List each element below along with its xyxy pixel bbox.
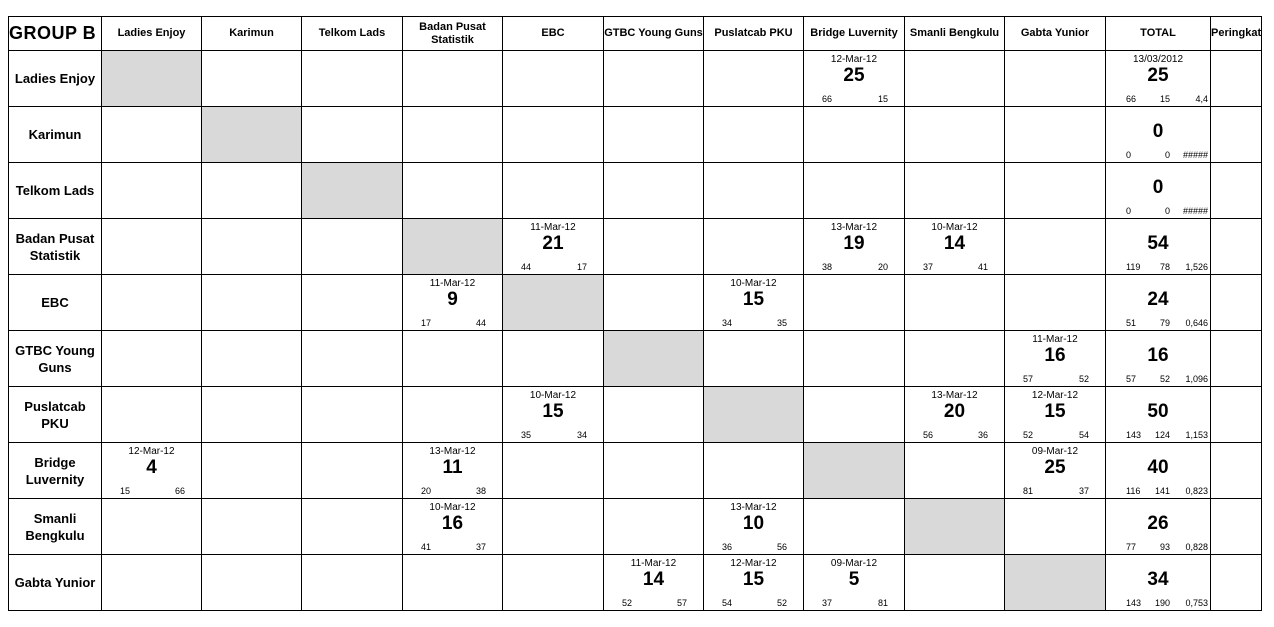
match-points-against: 66	[174, 486, 185, 496]
match-cell	[905, 51, 1005, 107]
match-cell	[202, 443, 302, 499]
match-score: 25	[1044, 457, 1066, 478]
match-cell	[604, 163, 704, 219]
diagonal-cell	[503, 275, 604, 331]
total-score: 25	[1147, 65, 1169, 86]
column-header: Ladies Enjoy	[102, 17, 202, 51]
match-cell	[403, 275, 503, 331]
match-cell	[102, 499, 202, 555]
row-team-name: GTBC Young Guns	[9, 331, 102, 387]
match-points-for: 37	[822, 598, 833, 608]
match-cell	[302, 387, 403, 443]
match-cell	[403, 555, 503, 611]
total-score: 50	[1147, 401, 1169, 422]
match-cell	[102, 443, 202, 499]
total-points-against: 15	[1159, 94, 1170, 104]
row-team-name: Smanli Bengkulu	[9, 499, 102, 555]
match-cell	[804, 499, 905, 555]
match-points-against: 17	[576, 262, 587, 272]
match-cell	[905, 443, 1005, 499]
group-label: GROUP B	[9, 17, 102, 51]
total-points-against: 0	[1164, 206, 1170, 216]
row-team-name: Bridge Luvernity	[9, 443, 102, 499]
diagonal-cell	[302, 163, 403, 219]
match-points-against: 37	[475, 542, 486, 552]
rank-cell	[1211, 443, 1262, 499]
total-cell	[1106, 275, 1211, 331]
match-cell	[604, 499, 704, 555]
total-cell	[1106, 499, 1211, 555]
match-date: 13-Mar-12	[429, 446, 476, 457]
column-header: EBC	[503, 17, 604, 51]
total-ratio: 0,646	[1185, 318, 1208, 328]
match-cell	[302, 107, 403, 163]
match-cell	[704, 331, 804, 387]
match-cell	[1005, 499, 1106, 555]
match-cell	[202, 219, 302, 275]
match-cell	[905, 275, 1005, 331]
match-cell	[804, 219, 905, 275]
match-date: 12-Mar-12	[830, 54, 878, 65]
match-cell	[1005, 163, 1106, 219]
total-score: 40	[1147, 457, 1169, 478]
total-cell	[1106, 443, 1211, 499]
total-cell	[1106, 51, 1211, 107]
match-date: 12-Mar-12	[128, 446, 175, 457]
match-date: 13-Mar-12	[730, 502, 777, 513]
match-score: 9	[447, 289, 458, 310]
total-date: 13/03/2012	[1132, 54, 1184, 65]
row-team-name: Puslatcab PKU	[9, 387, 102, 443]
total-points-for: 0	[1126, 206, 1132, 216]
total-ratio: 0,753	[1185, 598, 1208, 608]
table-row	[9, 275, 1262, 331]
match-cell	[704, 275, 804, 331]
total-score: 54	[1147, 233, 1169, 254]
match-cell	[403, 163, 503, 219]
match-cell	[102, 107, 202, 163]
match-points-against: 37	[1078, 486, 1089, 496]
match-date: 09-Mar-12	[1031, 446, 1079, 457]
match-points-for: 17	[421, 318, 432, 328]
column-header: Telkom Lads	[302, 17, 403, 51]
diagonal-cell	[403, 219, 503, 275]
column-header: GTBC Young Guns	[604, 17, 704, 51]
match-cell	[403, 51, 503, 107]
diagonal-cell	[604, 331, 704, 387]
total-points-for: 143	[1126, 598, 1142, 608]
rank-cell	[1211, 331, 1262, 387]
match-cell	[604, 107, 704, 163]
match-points-against: 41	[977, 262, 988, 272]
match-cell	[302, 51, 403, 107]
rank-cell	[1211, 555, 1262, 611]
match-points-for: 56	[923, 430, 934, 440]
match-points-against: 38	[475, 486, 486, 496]
match-score: 15	[1044, 401, 1066, 422]
match-points-for: 81	[1023, 486, 1034, 496]
match-cell	[905, 219, 1005, 275]
total-cell	[1106, 163, 1211, 219]
match-cell	[704, 107, 804, 163]
match-cell	[302, 331, 403, 387]
match-cell	[202, 387, 302, 443]
total-ratio: 4,4	[1195, 94, 1208, 104]
match-cell	[804, 275, 905, 331]
match-points-for: 34	[722, 318, 733, 328]
rank-cell	[1211, 387, 1262, 443]
match-cell	[202, 275, 302, 331]
total-score: 34	[1147, 569, 1169, 590]
column-header: Karimun	[202, 17, 302, 51]
rank-cell	[1211, 107, 1262, 163]
match-cell	[102, 331, 202, 387]
match-cell	[604, 387, 704, 443]
match-cell	[202, 163, 302, 219]
match-cell	[503, 443, 604, 499]
total-cell	[1106, 555, 1211, 611]
match-cell	[503, 499, 604, 555]
match-cell	[102, 275, 202, 331]
match-points-against: 56	[776, 542, 787, 552]
rank-cell	[1211, 51, 1262, 107]
match-cell	[704, 163, 804, 219]
total-points-against: 52	[1159, 374, 1170, 384]
match-points-for: 44	[521, 262, 532, 272]
match-cell	[202, 499, 302, 555]
total-score: 0	[1152, 177, 1164, 198]
total-header: TOTAL	[1106, 17, 1211, 51]
match-cell	[704, 555, 804, 611]
match-score: 19	[843, 233, 865, 254]
table-row	[9, 443, 1262, 499]
match-cell	[905, 555, 1005, 611]
match-score: 21	[542, 233, 564, 254]
match-date: 11-Mar-12	[429, 278, 476, 289]
match-cell	[905, 387, 1005, 443]
match-points-for: 57	[1023, 374, 1034, 384]
match-points-against: 57	[676, 598, 687, 608]
match-cell	[1005, 107, 1106, 163]
table-row	[9, 331, 1262, 387]
total-ratio: 1,526	[1185, 262, 1208, 272]
table-row	[9, 219, 1262, 275]
match-cell	[302, 555, 403, 611]
total-score: 0	[1152, 121, 1164, 142]
total-cell	[1106, 387, 1211, 443]
total-score: 24	[1147, 289, 1169, 310]
match-points-against: 44	[475, 318, 486, 328]
total-points-against: 124	[1154, 430, 1170, 440]
match-cell	[804, 555, 905, 611]
row-team-name: EBC	[9, 275, 102, 331]
total-ratio: 0,823	[1185, 486, 1208, 496]
total-points-for: 66	[1126, 94, 1137, 104]
match-points-for: 38	[822, 262, 833, 272]
total-cell	[1106, 331, 1211, 387]
match-cell	[202, 555, 302, 611]
table-row	[9, 387, 1262, 443]
match-score: 15	[742, 289, 765, 310]
match-cell	[604, 275, 704, 331]
match-cell	[403, 107, 503, 163]
match-points-for: 15	[120, 486, 131, 496]
match-points-for: 37	[923, 262, 934, 272]
table-row	[9, 555, 1262, 611]
match-points-against: 36	[977, 430, 988, 440]
match-cell	[202, 51, 302, 107]
total-points-for: 119	[1126, 262, 1141, 272]
match-date: 12-Mar-12	[730, 558, 777, 569]
match-cell	[804, 51, 905, 107]
column-header: Bridge Luvernity	[804, 17, 905, 51]
standings-grid	[8, 16, 1262, 611]
column-header: Badan Pusat Statistik	[403, 17, 503, 51]
total-score: 26	[1147, 513, 1169, 534]
match-points-against: 81	[877, 598, 888, 608]
match-date: 13-Mar-12	[931, 390, 978, 401]
table-row	[9, 499, 1262, 555]
match-date: 13-Mar-12	[830, 222, 878, 233]
match-cell	[905, 331, 1005, 387]
column-header: Gabta Yunior	[1005, 17, 1106, 51]
header-row	[9, 17, 1262, 51]
match-score: 5	[848, 569, 860, 590]
match-score: 25	[843, 65, 865, 86]
match-cell	[1005, 275, 1106, 331]
row-team-name: Karimun	[9, 107, 102, 163]
match-cell	[604, 443, 704, 499]
match-cell	[704, 51, 804, 107]
diagonal-cell	[202, 107, 302, 163]
match-cell	[403, 331, 503, 387]
total-points-against: 78	[1159, 262, 1170, 272]
match-score: 15	[542, 401, 564, 422]
total-cell	[1106, 107, 1211, 163]
match-cell	[604, 51, 704, 107]
total-points-against: 79	[1159, 318, 1170, 328]
match-cell	[1005, 51, 1106, 107]
match-cell	[704, 219, 804, 275]
match-cell	[503, 387, 604, 443]
match-cell	[403, 443, 503, 499]
diagonal-cell	[704, 387, 804, 443]
match-cell	[1005, 443, 1106, 499]
match-score: 16	[441, 513, 464, 534]
match-score: 16	[1044, 345, 1066, 366]
match-points-against: 34	[576, 430, 587, 440]
match-points-for: 66	[822, 94, 833, 104]
match-cell	[102, 555, 202, 611]
match-cell	[503, 331, 604, 387]
match-date: 11-Mar-12	[630, 558, 677, 569]
row-team-name: Badan Pusat Statistik	[9, 219, 102, 275]
match-points-against: 52	[1078, 374, 1089, 384]
match-score: 4	[146, 457, 157, 478]
match-cell	[102, 387, 202, 443]
total-points-for: 143	[1126, 430, 1142, 440]
match-cell	[804, 107, 905, 163]
match-cell	[202, 331, 302, 387]
match-cell	[804, 331, 905, 387]
rank-cell	[1211, 499, 1262, 555]
match-cell	[1005, 219, 1106, 275]
match-cell	[302, 219, 403, 275]
match-points-against: 35	[776, 318, 787, 328]
total-ratio: 0,828	[1185, 542, 1208, 552]
match-points-for: 36	[722, 542, 733, 552]
rank-header: Peringkat	[1211, 17, 1262, 51]
match-cell	[102, 163, 202, 219]
match-score: 11	[442, 457, 463, 478]
match-date: 10-Mar-12	[529, 390, 577, 401]
total-points-for: 51	[1126, 318, 1137, 328]
total-score: 16	[1147, 345, 1169, 366]
total-points-against: 141	[1154, 486, 1170, 496]
match-cell	[704, 499, 804, 555]
diagonal-cell	[102, 51, 202, 107]
match-cell	[1005, 331, 1106, 387]
diagonal-cell	[804, 443, 905, 499]
total-ratio: 1,096	[1185, 374, 1208, 384]
match-score: 10	[742, 513, 765, 534]
match-cell	[302, 275, 403, 331]
table-row	[9, 107, 1262, 163]
match-points-for: 41	[421, 542, 432, 552]
total-points-against: 0	[1164, 150, 1170, 160]
total-points-for: 0	[1126, 150, 1132, 160]
match-cell	[804, 387, 905, 443]
match-cell	[503, 555, 604, 611]
match-cell	[403, 387, 503, 443]
total-points-against: 93	[1159, 542, 1170, 552]
rank-cell	[1211, 163, 1262, 219]
match-cell	[1005, 387, 1106, 443]
match-points-for: 35	[521, 430, 532, 440]
match-score: 20	[943, 401, 966, 422]
match-score: 14	[943, 233, 966, 254]
table-row	[9, 163, 1262, 219]
match-cell	[302, 443, 403, 499]
total-cell	[1106, 219, 1211, 275]
match-date: 12-Mar-12	[1031, 390, 1079, 401]
total-points-for: 116	[1126, 486, 1141, 496]
match-cell	[102, 219, 202, 275]
match-cell	[302, 499, 403, 555]
diagonal-cell	[1005, 555, 1106, 611]
match-cell	[503, 163, 604, 219]
total-points-for: 57	[1126, 374, 1137, 384]
match-score: 15	[742, 569, 765, 590]
match-cell	[704, 443, 804, 499]
row-team-name: Telkom Lads	[9, 163, 102, 219]
total-points-for: 77	[1126, 542, 1137, 552]
column-header: Puslatcab PKU	[704, 17, 804, 51]
match-cell	[604, 555, 704, 611]
match-date: 10-Mar-12	[429, 502, 476, 513]
total-ratio: #####	[1182, 150, 1208, 160]
match-cell	[905, 163, 1005, 219]
match-cell	[503, 219, 604, 275]
column-header: Smanli Bengkulu	[905, 17, 1005, 51]
rank-cell	[1211, 275, 1262, 331]
row-team-name: Ladies Enjoy	[9, 51, 102, 107]
match-date: 10-Mar-12	[931, 222, 978, 233]
match-score: 14	[642, 569, 665, 590]
match-date: 11-Mar-12	[1032, 334, 1078, 345]
diagonal-cell	[905, 499, 1005, 555]
grid-body	[9, 51, 1262, 611]
match-cell	[503, 107, 604, 163]
row-team-name: Gabta Yunior	[9, 555, 102, 611]
match-points-against: 54	[1078, 430, 1089, 440]
match-date: 10-Mar-12	[730, 278, 777, 289]
total-ratio: #####	[1182, 206, 1208, 216]
match-cell	[604, 219, 704, 275]
match-points-against: 52	[776, 598, 787, 608]
table-row	[9, 51, 1262, 107]
match-points-against: 20	[877, 262, 888, 272]
match-points-for: 20	[421, 486, 432, 496]
match-cell	[905, 107, 1005, 163]
total-points-against: 190	[1154, 598, 1170, 608]
match-points-for: 54	[722, 598, 733, 608]
match-cell	[403, 499, 503, 555]
match-points-against: 15	[877, 94, 888, 104]
match-cell	[503, 51, 604, 107]
match-points-for: 52	[1023, 430, 1034, 440]
rank-cell	[1211, 219, 1262, 275]
match-date: 11-Mar-12	[530, 222, 576, 233]
total-ratio: 1,153	[1185, 430, 1208, 440]
match-date: 09-Mar-12	[830, 558, 878, 569]
match-cell	[804, 163, 905, 219]
match-points-for: 52	[622, 598, 633, 608]
